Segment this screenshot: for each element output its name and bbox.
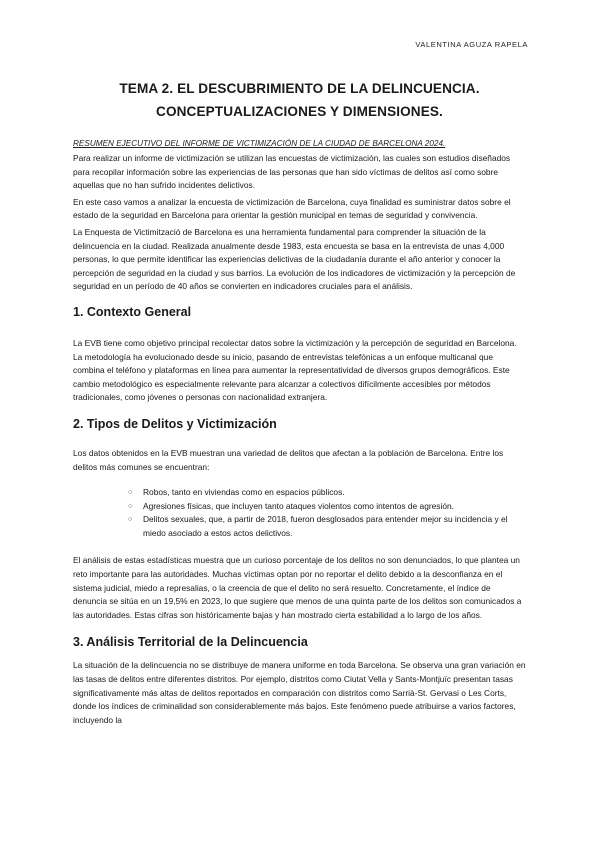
section-heading: 1. Contexto General bbox=[73, 304, 192, 319]
list-item bbox=[128, 500, 526, 514]
section-paragraph: La EVB tiene como objetivo principal recolectar datos sobre la victimización y la percepción de seguridad en Barcelona. La metodología ha evolucionado desde su inicio, pasando de entrevistas telefónicas a un enfoque multicanal que combina el teléfono y plataformas en línea para aumentar la representatividad de diversos grupos demográficos. Este cambio metodológico es especialmente relevante para alcanzar a colectivos difícilmente accesibles por métodos tradicionales, como jóvenes o personas con nacionalidad extranjera. bbox=[73, 337, 517, 403]
title-line-2: CONCEPTUALIZACIONES Y DIMENSIONES. bbox=[156, 104, 443, 119]
summary-heading: RESUMEN EJECUTIVO DEL INFORME DE VICTIMIZACIÓN DE LA CIUDAD DE BARCELONA 2024. bbox=[73, 139, 446, 148]
section-heading: 2. Tipos de Delitos y Victimización bbox=[73, 416, 277, 431]
section-contexto-general bbox=[73, 304, 526, 405]
list-item-text: Agresiones físicas, que incluyen tanto ataques violentos como intentos de agresión. bbox=[143, 500, 454, 511]
title-line-1: TEMA 2. EL DESCUBRIMIENTO DE LA DELINCUENCIA. bbox=[119, 81, 480, 96]
list-item bbox=[128, 513, 526, 540]
section-tipos-delitos bbox=[73, 416, 526, 623]
section-paragraph: El análisis de estas estadísticas muestra que un curioso porcentaje de los delitos no son denunciados, lo que plantea un reto importante para las autoridades. Muchas víctimas optan por no reportar el delito debido a la desconfianza en el sistema judicial, miedo a represalias, o la creencia de que el delito no será resuelto. Concretamente, el índice de denuncia se sitúa en un 19,5% en 2023, lo que sugiere que menos de una quinta parte de los delitos son comunicados a las autoridades. Estas cifras son históricamente bajas y han mostrado cierta estabilidad a lo largo de los años. bbox=[73, 555, 522, 620]
section-analisis-territorial bbox=[73, 634, 526, 727]
list-item bbox=[128, 486, 526, 500]
intro-paragraph: Para realizar un informe de victimización se utilizan las encuestas de victimización, las cuales son estudios diseñados para recopilar información sobre las experiencias de las personas que han sido víctimas de delitos así como sobre aquellas que no han sufrido incidentes delictivos. bbox=[73, 153, 511, 191]
author-name: VALENTINA AGUZA RAPELA bbox=[415, 40, 528, 49]
intro-paragraph: En este caso vamos a analizar la encuesta de victimización de Barcelona, cuya finalidad es suministrar datos sobre el estado de la seguridad en Barcelona para orientar la gestión municipal en temas de seguridad y convivencia. bbox=[73, 196, 511, 221]
crime-types-list bbox=[73, 486, 526, 540]
list-item-text: Robos, tanto en viviendas como en espacios públicos. bbox=[143, 487, 345, 498]
document-title bbox=[73, 0, 526, 123]
bullet-circle-icon: ○ bbox=[128, 502, 133, 510]
section-heading: 3. Análisis Territorial de la Delincuencia bbox=[73, 635, 308, 650]
intro-section bbox=[73, 152, 526, 294]
section-paragraph: La situación de la delincuencia no se distribuye de manera uniforme en toda Barcelona. Se observa una gran variación en las tasas de delitos entre diferentes distritos. Por ejemplo, distritos como Ciutat Vella y Sants-Montjuïc presentan tasas significativamente más altas de delitos reportados en comparación con distritos como Sarrià-St. Gervasi o Les Corts, donde los índices de criminalidad son considerablemente más bajos. Este fenómeno puede atribuirse a varios factores, incluyendo la bbox=[73, 660, 526, 725]
section-paragraph: Los datos obtenidos en la EVB muestran una variedad de delitos que afectan a la población de Barcelona. Entre los delitos más comunes se encuentran: bbox=[73, 447, 504, 472]
list-item-text: Delitos sexuales, que, a partir de 2018, fueron desglosados para entender mejor su incidencia y el miedo asociado a estos actos delictivos. bbox=[143, 514, 508, 538]
bullet-circle-icon: ○ bbox=[128, 516, 133, 524]
intro-paragraph: La Enquesta de Victimització de Barcelona es una herramienta fundamental para comprender la situación de la delincuencia en la ciudad. Realizada anualmente desde 1983, esta encuesta se basa en la entrevista de unas 4,000 personas, lo que permite identificar las experiencias delictivas de la ciudadanía durante el año anterior y conocer la percepción de seguridad en la ciudad y sus barrios. La evolución de los indicadores de victimización y la percepción de seguridad en un período de 40 años se convierten en indicadores cruciales para el análisis. bbox=[73, 226, 516, 292]
bullet-circle-icon: ○ bbox=[128, 489, 133, 497]
